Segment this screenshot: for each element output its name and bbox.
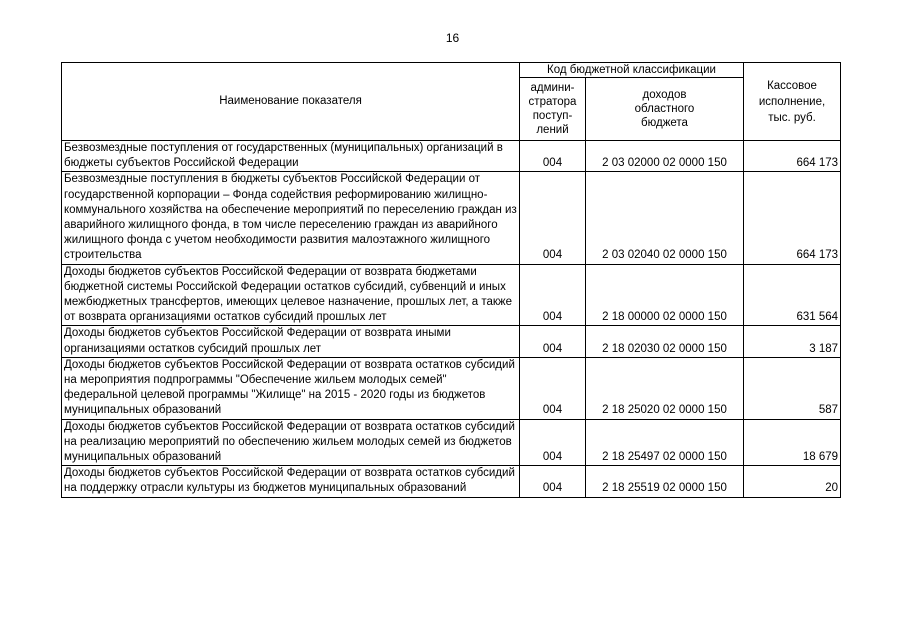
header-administrator <box>520 78 586 141</box>
header-regional-budget-income-label: доходов областного бюджета <box>634 89 695 129</box>
row-income-code: 2 18 00000 02 0000 150 <box>586 264 744 326</box>
row-cash-execution: 631 564 <box>744 264 841 326</box>
row-administrator-code: 004 <box>520 264 586 326</box>
row-indicator-name: Доходы бюджетов субъектов Российской Федерации от возврата иными организациями остатков субсидий прошлых лет <box>62 326 520 357</box>
table-row <box>62 357 841 419</box>
table-row <box>62 466 841 497</box>
header-cash-execution-label: Кассовое исполнение, тыс. руб. <box>758 79 826 124</box>
row-income-code: 2 03 02000 02 0000 150 <box>586 141 744 172</box>
row-administrator-code: 004 <box>520 172 586 264</box>
row-indicator-name: Доходы бюджетов субъектов Российской Федерации от возврата остатков субсидий на реализацию мероприятий по обеспечению жильем молодых семей из бюджетов муниципальных образований <box>62 419 520 466</box>
row-cash-execution: 664 173 <box>744 172 841 264</box>
table-row <box>62 326 841 357</box>
row-indicator-name: Безвозмездные поступления от государственных (муниципальных) организаций в бюджеты субъектов Российской Федерации <box>62 141 520 172</box>
row-cash-execution: 18 679 <box>744 419 841 466</box>
row-administrator-code: 004 <box>520 357 586 419</box>
table-body <box>62 141 841 498</box>
row-administrator-code: 004 <box>520 326 586 357</box>
row-income-code: 2 18 25020 02 0000 150 <box>586 357 744 419</box>
table-header <box>62 63 841 141</box>
row-income-code: 2 18 25519 02 0000 150 <box>586 466 744 497</box>
header-indicator-name: Наименование показателя <box>62 63 520 141</box>
table-row <box>62 172 841 264</box>
row-income-code: 2 03 02040 02 0000 150 <box>586 172 744 264</box>
row-income-code: 2 18 02030 02 0000 150 <box>586 326 744 357</box>
row-administrator-code: 004 <box>520 466 586 497</box>
row-administrator-code: 004 <box>520 141 586 172</box>
row-cash-execution: 3 187 <box>744 326 841 357</box>
table-row <box>62 264 841 326</box>
row-indicator-name: Безвозмездные поступления в бюджеты субъектов Российской Федерации от государственной корпорации – Фонда содействия реформированию жилищно-коммунального хозяйства на обеспечение мероприятий по переселению граждан из аварийного жилищного фонда, в том числе переселению граждан из аварийного жилищного фонда с учетом необходимости развития малоэтажного жилищного строительства <box>62 172 520 264</box>
header-row-top <box>62 63 841 78</box>
row-cash-execution: 20 <box>744 466 841 497</box>
row-indicator-name: Доходы бюджетов субъектов Российской Федерации от возврата бюджетами бюджетной системы Российской Федерации остатков субсидий, субвенций и иных межбюджетных трансфертов, имеющих целевое назначение, прошлых лет, а также от возврата организациями остатков субсидий прошлых лет <box>62 264 520 326</box>
row-cash-execution: 587 <box>744 357 841 419</box>
header-regional-budget-income <box>586 78 744 141</box>
row-administrator-code: 004 <box>520 419 586 466</box>
table-row <box>62 141 841 172</box>
header-budget-classification-code: Код бюджетной классификации <box>520 63 744 78</box>
page-number: 16 <box>445 31 460 45</box>
table-row <box>62 419 841 466</box>
row-indicator-name: Доходы бюджетов субъектов Российской Федерации от возврата остатков субсидий на поддержку отрасли культуры из бюджетов муниципальных образований <box>62 466 520 497</box>
budget-table <box>61 62 841 498</box>
row-cash-execution: 664 173 <box>744 141 841 172</box>
header-administrator-label: админи- стратора поступ- лений <box>528 82 577 136</box>
row-income-code: 2 18 25497 02 0000 150 <box>586 419 744 466</box>
header-cash-execution <box>744 63 841 141</box>
row-indicator-name: Доходы бюджетов субъектов Российской Федерации от возврата остатков субсидий на мероприятия подпрограммы "Обеспечение жильем молодых семей" федеральной целевой программы "Жилище" на 2015 - 2020 годы из бюджетов муниципальных образований <box>62 357 520 419</box>
